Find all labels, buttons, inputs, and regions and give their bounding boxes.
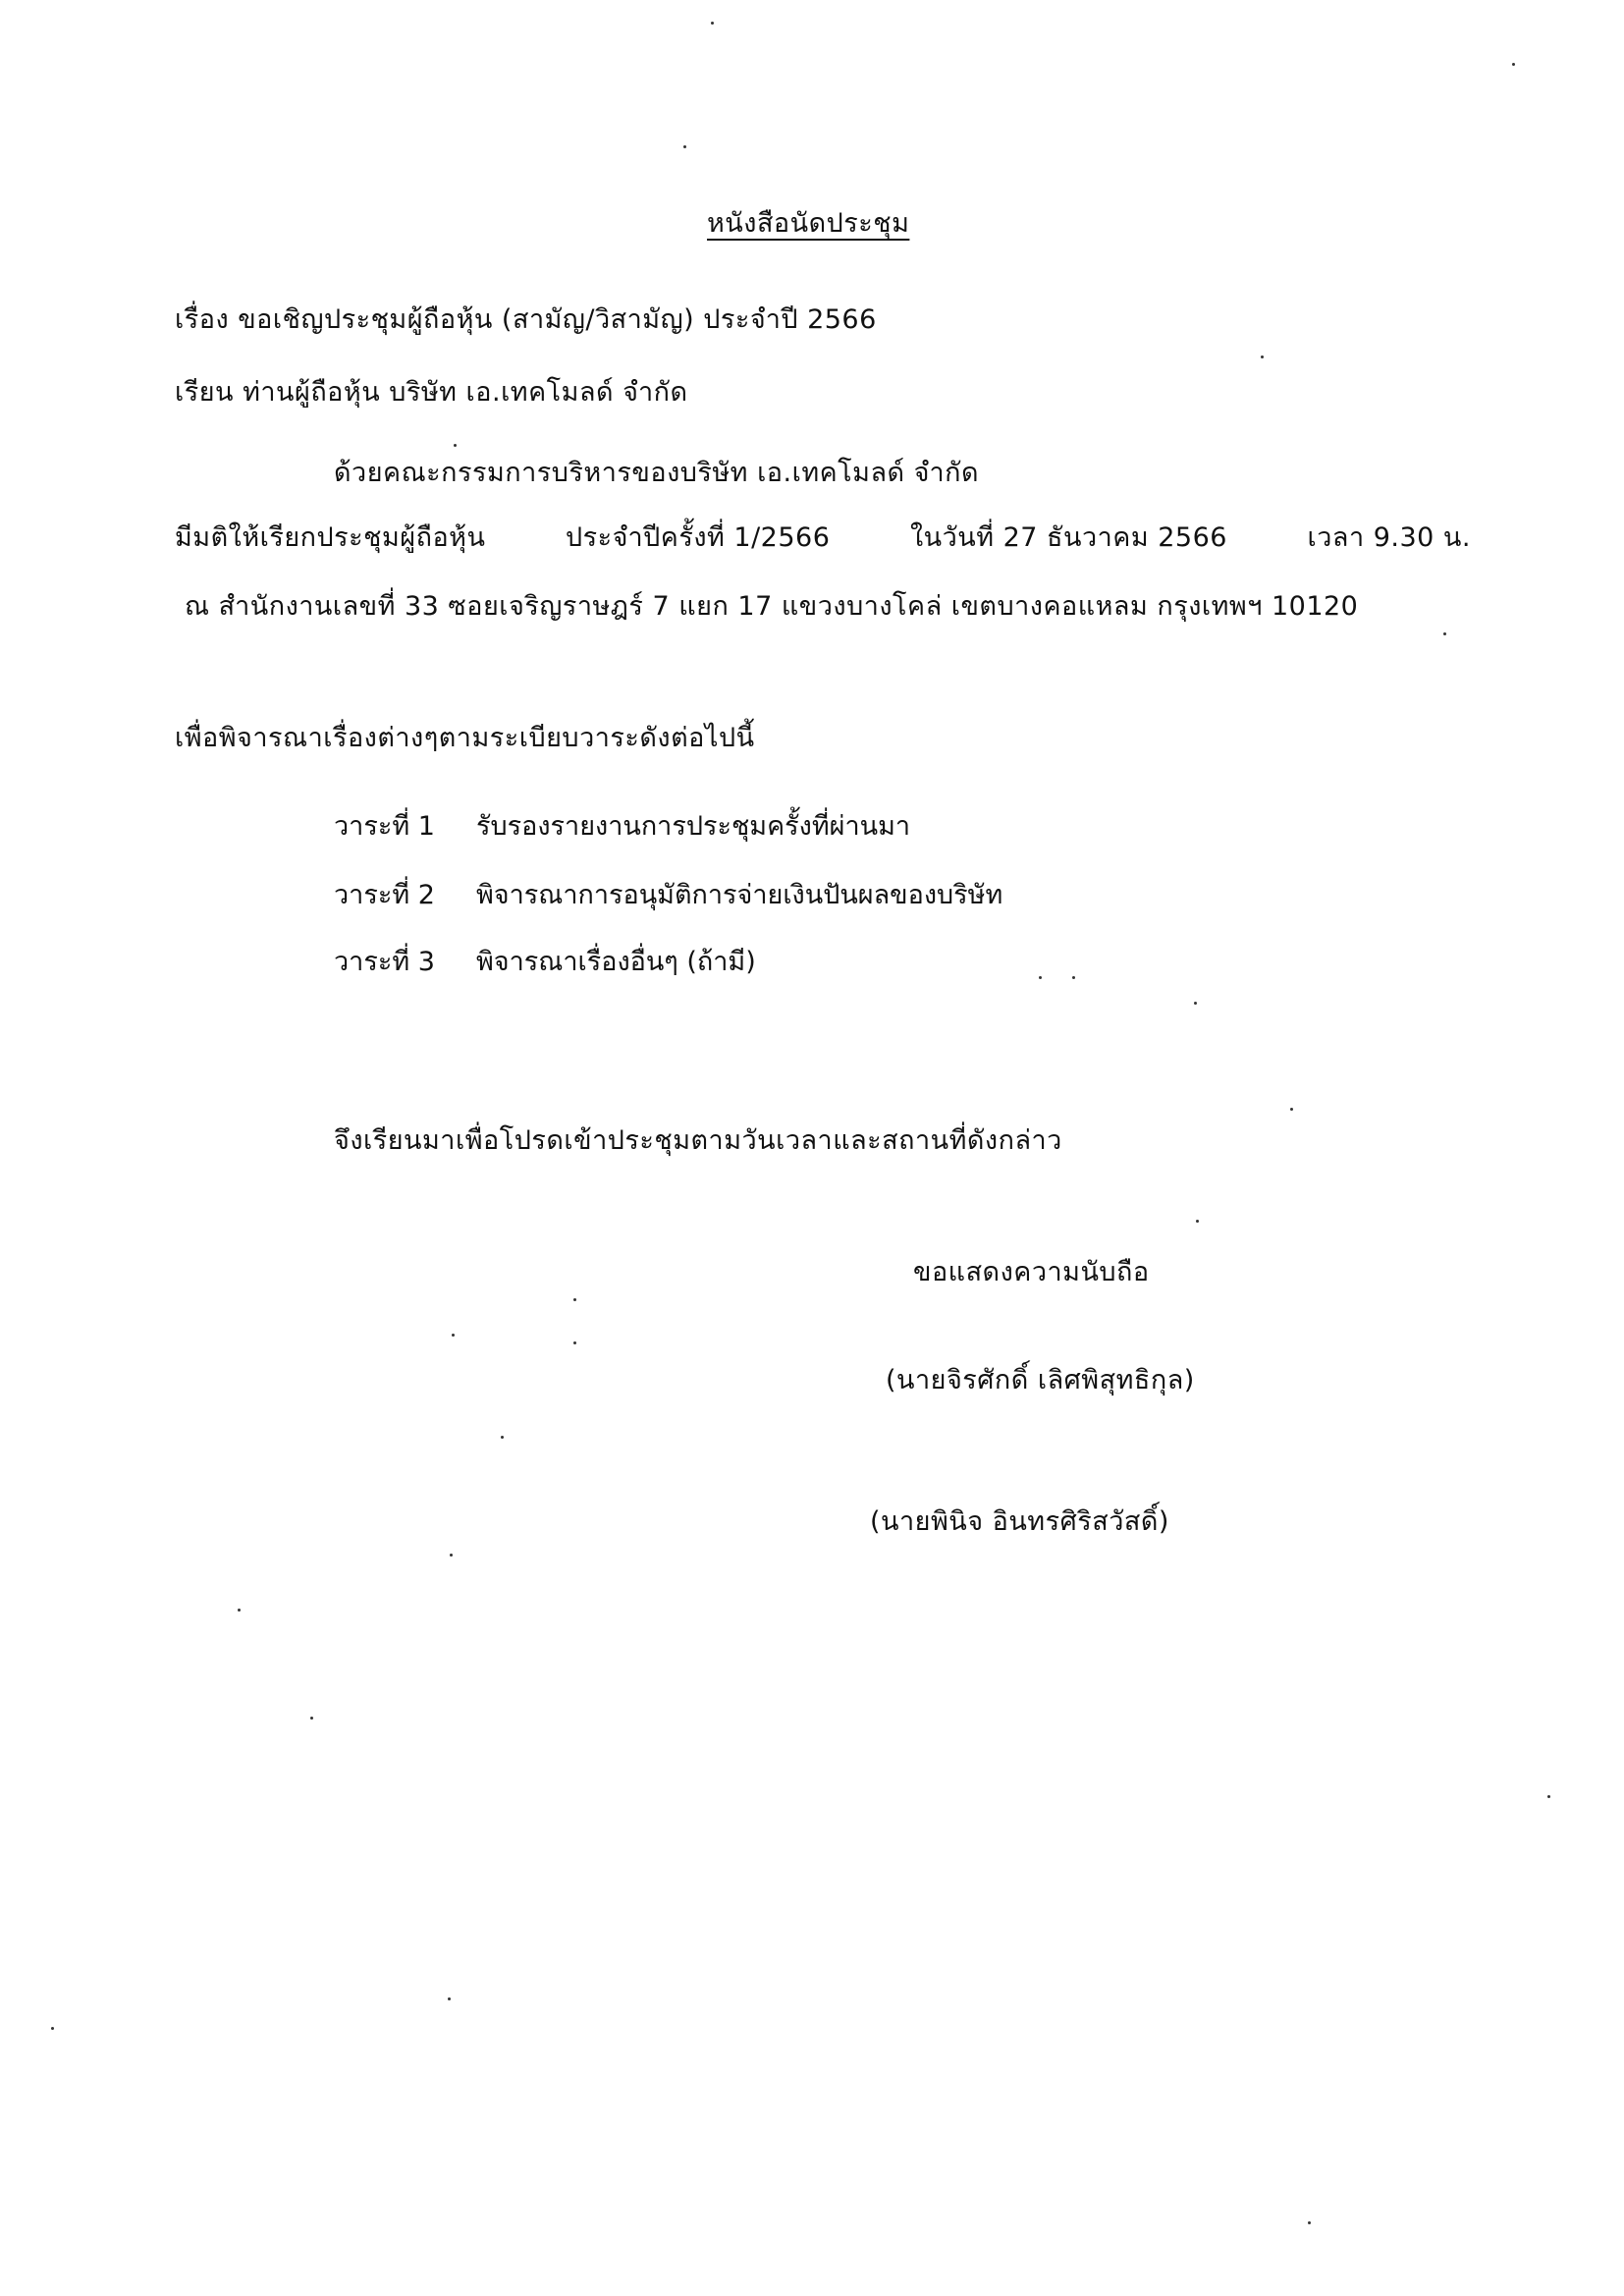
meeting-location: ณ สำนักงานเลขที่ 33 ซอยเจริญราษฎร์ 7 แยก 17 แขวงบางโคล่ เขตบางคอแหลม กรุงเทพฯ 10120 [185, 591, 1359, 622]
scan-speck [1547, 1795, 1550, 1798]
document-title: หนังสือนัดประชุม [707, 208, 910, 239]
scan-speck [450, 1554, 453, 1557]
meeting-date: ในวันที่ 27 ธันวาคม 2566 [909, 522, 1227, 553]
scan-speck [1194, 1002, 1197, 1005]
scan-speck [1072, 976, 1075, 979]
agenda-number: วาระที่ 3 [334, 947, 435, 977]
agenda-item [334, 807, 910, 847]
agenda-text: พิจารณาเรื่องอื่นๆ (ถ้ามี) [476, 947, 756, 977]
scan-speck [501, 1436, 504, 1439]
agenda-item [334, 943, 756, 982]
scan-speck [452, 1334, 455, 1337]
agenda-number: วาระที่ 2 [334, 880, 435, 910]
agenda-number: วาระที่ 1 [334, 811, 435, 842]
meeting-number: ประจำปีครั้งที่ 1/2566 [566, 522, 831, 553]
scan-speck [683, 145, 686, 148]
signatory-name-2: (นายพินิจ อินทรศิริสวัสดิ์) [870, 1506, 1169, 1537]
meeting-time: เวลา 9.30 น. [1307, 522, 1471, 553]
recipient-line: เรียน ท่านผู้ถือหุ้น บริษัท เอ.เทคโมลด์ จำกัด [175, 377, 688, 408]
scan-speck [448, 1997, 451, 2000]
scan-speck [1512, 63, 1515, 66]
scan-speck [573, 1298, 576, 1301]
agenda-text: พิจารณาการอนุมัติการจ่ายเงินปันผลของบริษัท [476, 880, 1003, 910]
scan-speck [1290, 1108, 1293, 1111]
scan-speck [310, 1717, 313, 1720]
intro-paragraph: ด้วยคณะกรรมการบริหารของบริษัท เอ.เทคโมลด์ จำกัด [334, 458, 980, 488]
scan-speck [1039, 976, 1042, 979]
resolution-line [175, 519, 1471, 558]
agenda-intro: เพื่อพิจารณาเรื่องต่างๆตามระเบียบวาระดังต่อไปนี้ [175, 723, 755, 753]
agenda-text: รับรองรายงานการประชุมครั้งที่ผ่านมา [476, 811, 911, 842]
scan-speck [454, 444, 457, 447]
scan-speck [238, 1609, 241, 1612]
scan-speck [1196, 1220, 1199, 1223]
scan-speck [711, 22, 714, 25]
scan-speck [1443, 632, 1446, 635]
signatory-name-1: (นายจิรศักดิ์ เลิศพิสุทธิกุล) [886, 1365, 1195, 1395]
regards-line: ขอแสดงความนับถือ [913, 1257, 1150, 1287]
scan-speck [1261, 355, 1264, 358]
subject-line: เรื่อง ขอเชิญประชุมผู้ถือหุ้น (สามัญ/วิสามัญ) ประจำปี 2566 [175, 304, 877, 335]
scan-speck [51, 2027, 54, 2030]
closing-paragraph: จึงเรียนมาเพื่อโปรดเข้าประชุมตามวันเวลาและสถานที่ดังกล่าว [334, 1125, 1062, 1156]
resolution-text: มีมติให้เรียกประชุมผู้ถือหุ้น [175, 522, 486, 553]
agenda-item [334, 876, 1002, 915]
scan-speck [1308, 2221, 1311, 2224]
scan-speck [573, 1341, 576, 1344]
